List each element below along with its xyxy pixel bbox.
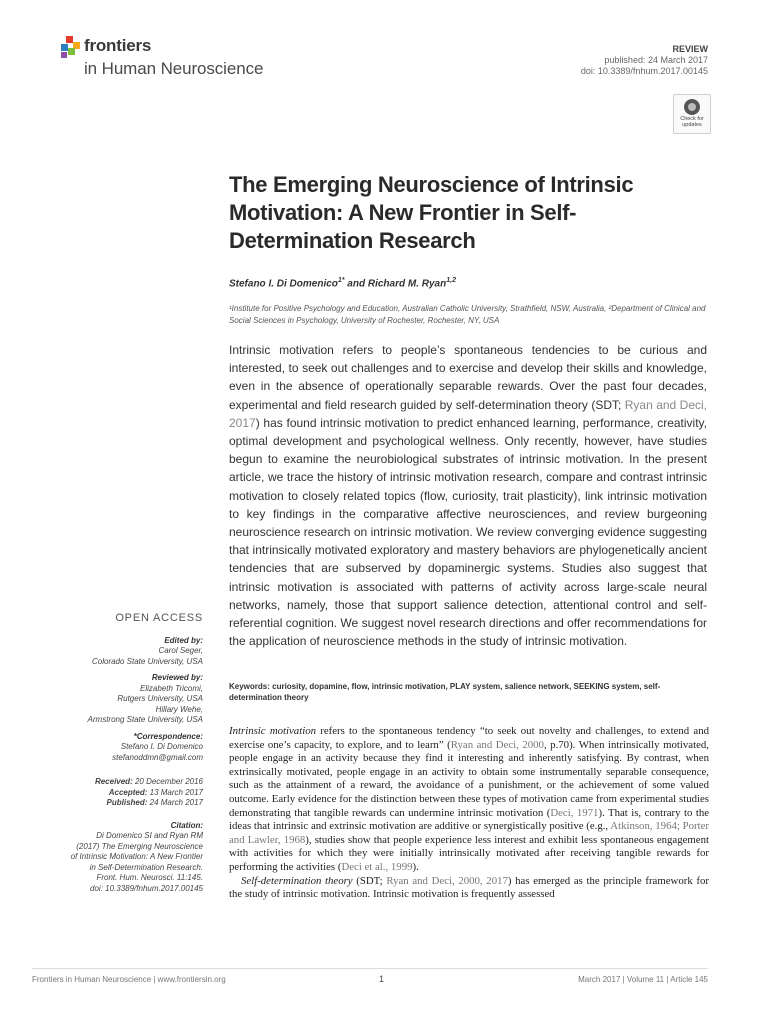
- article-doi[interactable]: doi: 10.3389/fnhum.2017.00145: [580, 66, 708, 76]
- citation-line: in Self-Determination Research.: [89, 862, 203, 872]
- body-text: ).: [412, 860, 419, 873]
- published-date-sidebar: [43, 798, 203, 809]
- journal-name: frontiers: [84, 36, 152, 55]
- abstract: [229, 341, 707, 650]
- reviewer-line: Armstrong State University, USA: [87, 715, 203, 724]
- reference-link[interactable]: Ryan and Deci, 2000: [450, 738, 544, 751]
- body-text: (SDT;: [352, 874, 387, 887]
- body-text: ) has emerged as the principle framework for the study of intrinsic motivation. Intrinsic motivation is frequently assessed: [229, 874, 709, 901]
- affiliations: ¹Institute for Positive Psychology and Education, Australian Catholic University, Strathfield, NSW, Australia, ²Department of Clinical and Social Sciences in Psychology, University of Rochester, Rochester, NY, USA: [229, 304, 706, 325]
- body-text: refers to the spontaneous tendency “to seek out novelty and challenges, to extend and exercise one’s capacity, to explore, and to learn” (: [229, 725, 710, 751]
- body-paragraph: [229, 725, 709, 875]
- author-name[interactable]: Richard M. Ryan: [367, 278, 447, 290]
- reference-link[interactable]: Deci, 1971: [550, 806, 599, 819]
- author-superscript: 1*: [337, 277, 345, 284]
- citation-link[interactable]: Ryan and Deci, 2017: [229, 397, 708, 430]
- footer-issue-info: March 2017 | Volume 11 | Article 145: [578, 975, 708, 984]
- citation-line: (2017) The Emerging Neuroscience: [76, 841, 203, 851]
- body-text: ), studies show that people experience less interest and exhibit less spontaneous engagement with activities for which they were initially intrinsically motivated after receiving tangible rewards for performing the activities (: [229, 833, 709, 873]
- received-label: Received:: [94, 777, 133, 786]
- frontiers-logo-icon: [57, 36, 81, 60]
- citation-line: Front. Hum. Neurosci. 11:145.: [96, 873, 203, 882]
- emphasis-term: Intrinsic motivation: [229, 725, 317, 737]
- reviewer-line: Hillary Wehe,: [155, 704, 203, 714]
- reviewer-line: Elizabeth Tricomi,: [140, 683, 203, 693]
- footer-divider: [32, 968, 708, 969]
- emphasis-term: Self-determination theory: [241, 874, 353, 887]
- footer-journal-link[interactable]: Frontiers in Human Neuroscience | www.frontiersin.org: [32, 975, 226, 984]
- correspondence-label: *Correspondence:: [133, 731, 203, 741]
- journal-subtitle: in Human Neuroscience: [84, 59, 264, 78]
- logo-square-purple: [61, 52, 67, 58]
- logo-square-blue: [61, 44, 68, 51]
- abstract-text: ) has found intrinsic motivation to predict enhanced learning, performance, creativity, optimal development and psychological wellness. Only recently, however, have studies begun to examine the neurobiological substrates of intrinsic motivation. In the present article, we trace the history of intrinsic motivation research, compare and contrast intrinsic motivation to closely related topics (flow, curiosity, trait plasticity), link intrinsic motivation to key findings in the comparative affective neurosciences, and review burgeoning neuroscience research on intrinsic motivation. We review converging evidence suggesting that intrinsically motivated exploratory and mastery behaviors are phylogenetically ancient tendencies that are subserved by dopaminergic systems. Studies also suggest that intrinsic motivation is associated with patterns of activity across large-scale neural networks, namely, those that support salience detection, attentional control and self-referential cognition. We suggest novel research directions and offer recommendations for the application of neuroscience methods in the study of intrinsic motivation.: [229, 415, 707, 649]
- reference-link[interactable]: Ryan and Deci, 2000, 2017: [386, 874, 508, 887]
- published-label: Published:: [106, 798, 148, 807]
- logo-square-orange: [73, 42, 80, 49]
- article-body: [229, 725, 709, 902]
- reviewed-by-label: Reviewed by:: [151, 673, 203, 682]
- reference-link[interactable]: Deci et al., 1999: [341, 860, 413, 873]
- citation-line: Di Domenico SI and Ryan RM: [96, 831, 203, 840]
- reviewer-line: Rutgers University, USA: [117, 694, 203, 703]
- accepted-label: Accepted:: [108, 787, 148, 797]
- received-date: [43, 777, 203, 788]
- edited-by-label: Edited by:: [164, 635, 203, 645]
- published-date: published: 24 March 2017: [604, 55, 708, 65]
- author-superscript: 1,2: [446, 277, 456, 284]
- editor-line: Colorado State University, USA: [91, 656, 203, 666]
- citation-doi[interactable]: doi: 10.3389/fnhum.2017.00145: [90, 883, 203, 893]
- check-updates-label-2: updates: [682, 122, 702, 128]
- check-updates-label-1: Check for: [680, 116, 704, 122]
- abstract-text: Intrinsic motivation refers to people’s spontaneous tendencies to be curious and interested, to seek out challenges and to exercise and develop their skills and knowledge, even in the absence of operationally separable rewards. Over the past four decades, experimental and field research guided by self-determination theory (SDT;: [229, 343, 707, 412]
- check-for-updates-badge[interactable]: [673, 94, 711, 134]
- logo-square-green: [68, 48, 75, 55]
- page-number: 1: [379, 974, 385, 984]
- check-updates-icon: [684, 99, 700, 115]
- publication-meta: [581, 44, 708, 77]
- article-dates: [43, 777, 203, 809]
- article-type: REVIEW: [672, 44, 708, 54]
- body-text: , p.70). When intrinsically motivated, people engage in an activity because they find it interesting and inherently satisfying. By contrast, when extrinsically motivated, people engage in an activity to obtain some instrumentally separable consequence, such as the attainment of a reward, the avoidance of a punishment, or the achievement of some valued outcome. Early evidence for the distinction between these types of motivation came from experimental studies demonstrating that tangible rewards can undermine intrinsic motivation (: [229, 738, 709, 819]
- accepted-date: [43, 788, 203, 799]
- author-name[interactable]: Stefano I. Di Domenico: [229, 278, 338, 290]
- citation-label: Citation:: [170, 820, 203, 830]
- correspondence-email[interactable]: stefanoddmn@gmail.com: [112, 752, 203, 762]
- article-title: The Emerging Neuroscience of Intrinsic Motivation: A New Frontier in Self-Determination Research: [229, 172, 634, 253]
- body-text: ). That is, contrary to the ideas that intrinsic and extrinsic motivation are additive or synergistically positive (e.g.,: [229, 806, 710, 833]
- logo-square-red: [66, 36, 73, 43]
- body-paragraph: [229, 875, 709, 902]
- accepted-value: 13 March 2017: [147, 787, 203, 797]
- keywords: Keywords: curiosity, dopamine, flow, intrinsic motivation, PLAY system, salience network, SEEKING system, self-determination theory: [229, 682, 661, 702]
- editor-line: Carol Seger,: [158, 646, 203, 655]
- author-conjunction: and: [344, 278, 368, 290]
- received-value: 20 December 2016: [132, 777, 203, 786]
- open-access-label: OPEN ACCESS: [115, 612, 203, 624]
- citation-line: of Intrinsic Motivation: A New Frontier: [70, 852, 203, 861]
- correspondence-line: Stefano I. Di Domenico: [120, 742, 203, 751]
- article-sidebar: [43, 613, 203, 894]
- author-list: [229, 277, 456, 289]
- published-value: 24 March 2017: [147, 798, 203, 807]
- reference-link[interactable]: Atkinson, 1964; Porter and Lawler, 1968: [229, 820, 709, 846]
